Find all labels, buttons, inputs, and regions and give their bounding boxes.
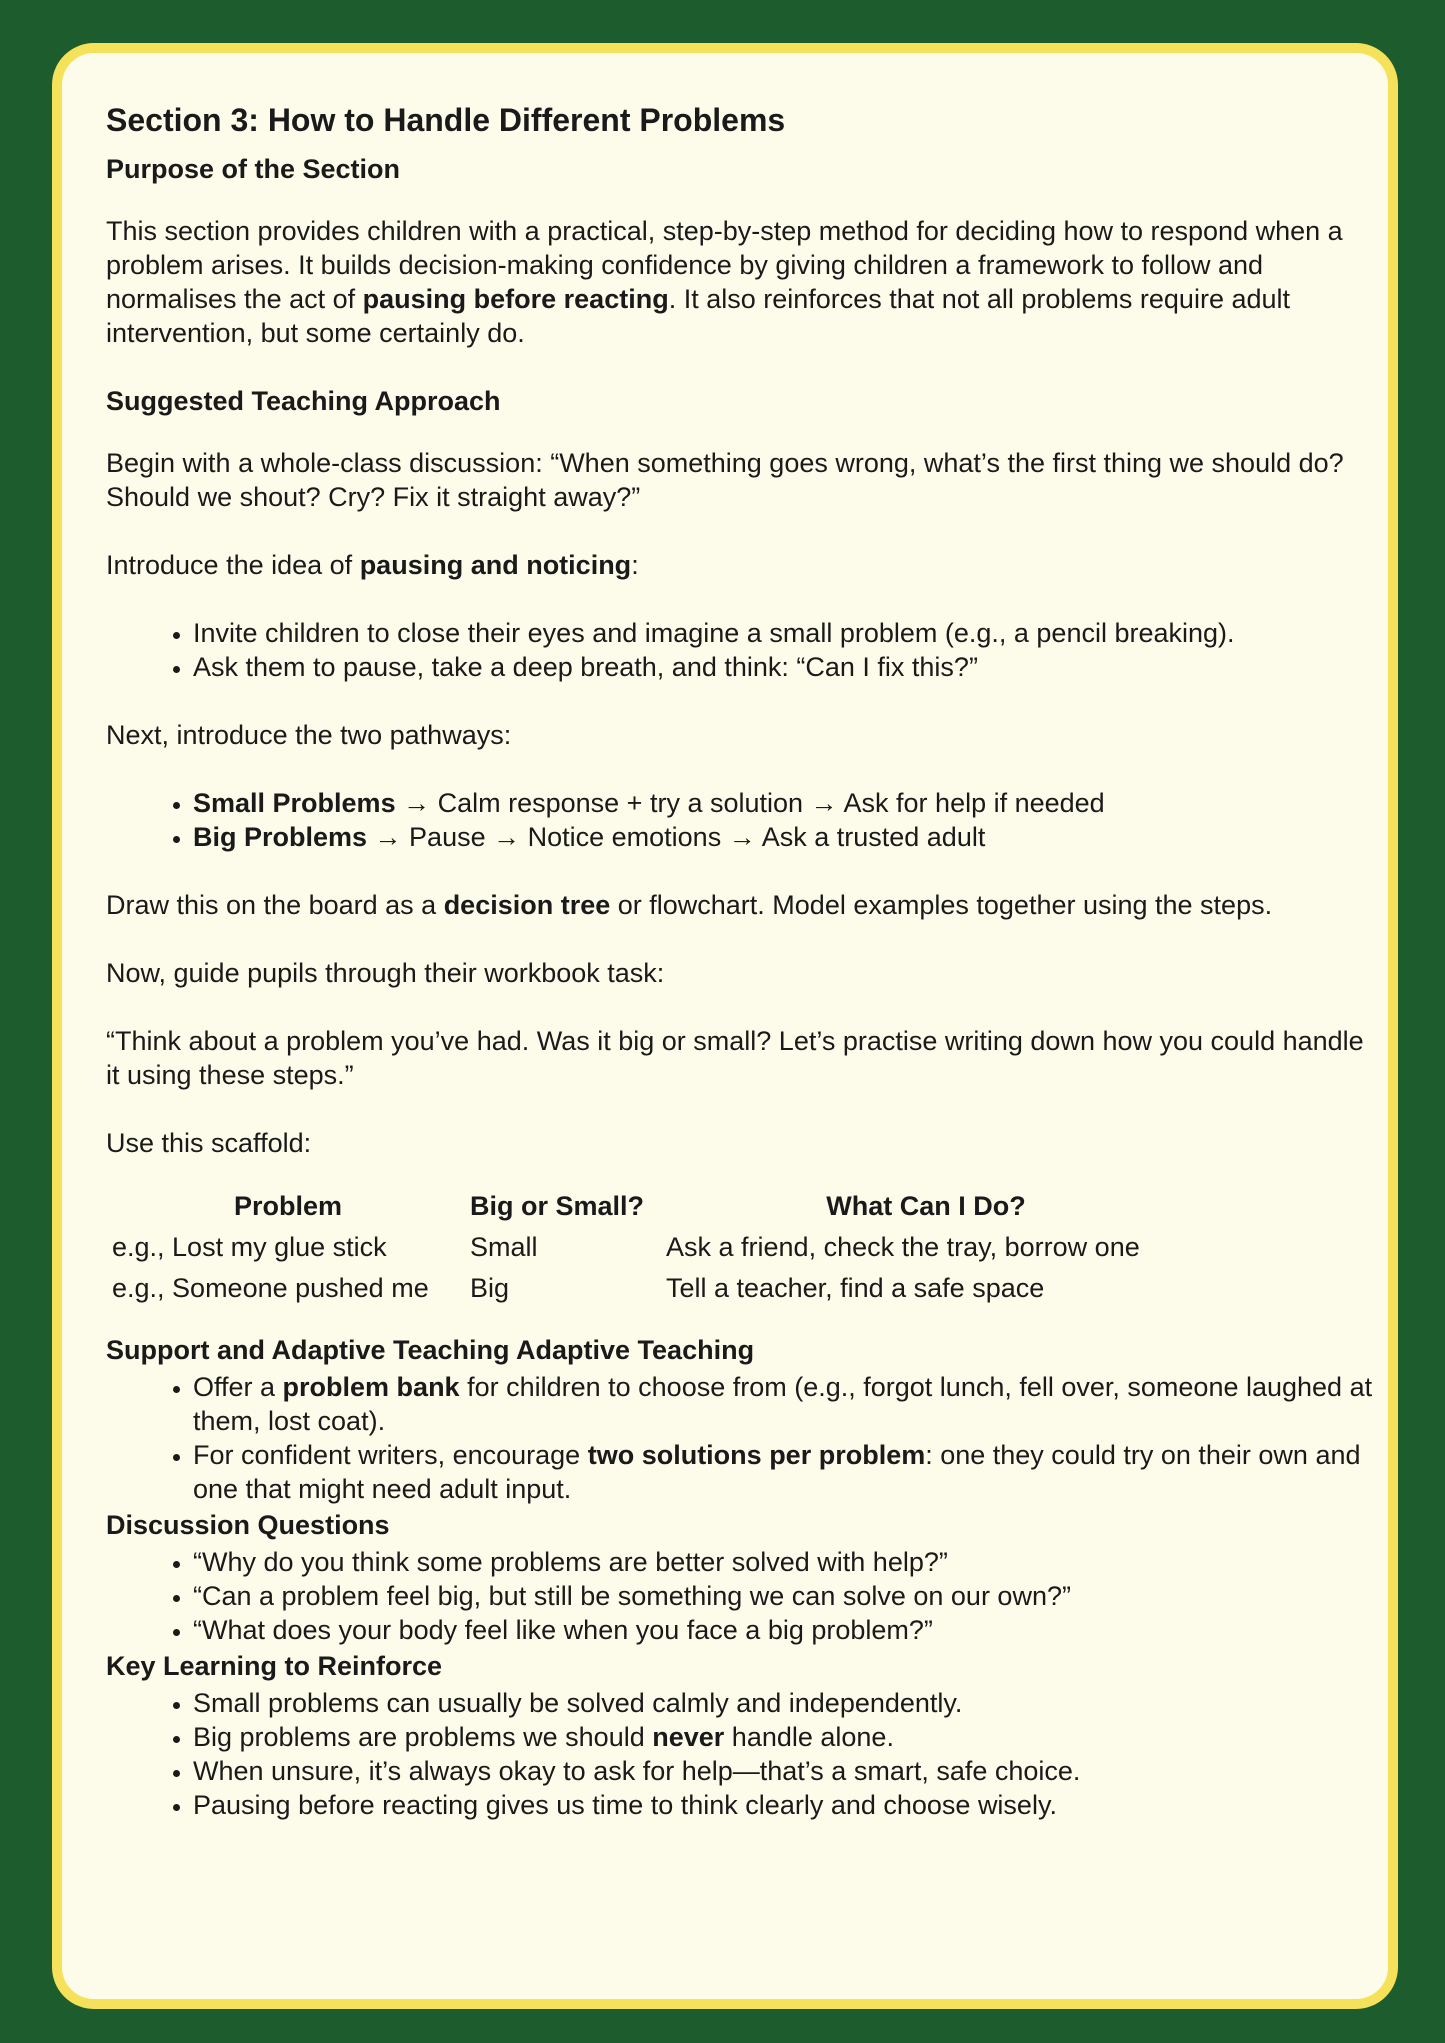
table-cell: Tell a teacher, find a safe space xyxy=(666,1273,1045,1303)
purpose-paragraph: This section provides children with a practical, step-by-step method for deciding how to respond when a problem arises. It builds decision-making confidence by giving children a framework to follow and normalises the act of pausing before reacting. It also reinforces that not all problems require adult intervention, but some certainly do. xyxy=(106,216,1343,348)
support-heading: Support and Adaptive Teaching Adaptive Teaching xyxy=(106,1335,755,1365)
decision-tree-paragraph: Draw this on the board as a decision tree or flowchart. Model examples together using the steps. xyxy=(106,890,1273,920)
list-item: • Ask them to pause, take a deep breath, and think: “Can I fix this?” xyxy=(193,650,1376,684)
table-cell: e.g., Someone pushed me xyxy=(112,1273,429,1303)
list-item: • “Can a problem feel big, but still be something we can solve on our own?” xyxy=(193,1579,1376,1613)
pausing-intro: Introduce the idea of pausing and noticing: xyxy=(106,550,639,580)
scaffold-intro: Use this scaffold: xyxy=(106,1128,312,1158)
list-item: • For confident writers, encourage two solutions per problem: one they could try on their own and one that might need adult input. xyxy=(193,1438,1376,1506)
column-header-action: What Can I Do? xyxy=(826,1191,1026,1221)
list-item: • Offer a problem bank for children to choose from (e.g., forgot lunch, fell over, someone laughed at them, lost coat). xyxy=(193,1370,1376,1438)
list-item: • When unsure, it’s always okay to ask for help—that’s a smart, safe choice. xyxy=(193,1754,1376,1788)
discussion-list xyxy=(106,1545,1376,1647)
discussion-heading: Discussion Questions xyxy=(106,1510,390,1540)
page-title: Section 3: How to Handle Different Problems xyxy=(106,102,786,138)
table-header-row xyxy=(106,1186,1186,1227)
pausing-list xyxy=(106,616,1376,684)
approach-intro: Begin with a whole-class discussion: “When something goes wrong, what’s the first thing we should do? Should we shout? Cry? Fix it straight away?” xyxy=(106,448,1344,512)
table-cell: Big xyxy=(470,1273,510,1303)
list-item: • Big Problems → Pause → Notice emotions → Ask a trusted adult xyxy=(193,820,1376,854)
pathways-intro: Next, introduce the two pathways: xyxy=(106,720,512,750)
scaffold-table xyxy=(106,1186,1186,1309)
key-learning-heading: Key Learning to Reinforce xyxy=(106,1651,443,1681)
column-header-problem: Problem xyxy=(233,1191,343,1221)
table-cell: Small xyxy=(470,1232,538,1262)
list-item: • Invite children to close their eyes and imagine a small problem (e.g., a pencil breaking). xyxy=(193,616,1376,650)
column-header-size: Big or Small? xyxy=(470,1191,645,1221)
table-row xyxy=(106,1227,1186,1268)
list-item: • Small problems can usually be solved calmly and independently. xyxy=(193,1686,1376,1720)
workbook-quote: “Think about a problem you’ve had. Was it big or small? Let’s practise writing down how you could handle it using these steps.” xyxy=(106,1026,1364,1090)
list-item: • Small Problems → Calm response + try a solution → Ask for help if needed xyxy=(193,786,1376,820)
document-content xyxy=(106,100,1376,1822)
list-item: • Pausing before reacting gives us time to think clearly and choose wisely. xyxy=(193,1788,1376,1822)
list-item: • Big problems are problems we should never handle alone. xyxy=(193,1720,1376,1754)
list-item: • “What does your body feel like when you face a big problem?” xyxy=(193,1613,1376,1647)
approach-heading: Suggested Teaching Approach xyxy=(106,386,501,416)
list-item: • “Why do you think some problems are better solved with help?” xyxy=(193,1545,1376,1579)
table-row xyxy=(106,1268,1186,1309)
table-cell: e.g., Lost my glue stick xyxy=(112,1232,387,1262)
table-cell: Ask a friend, check the tray, borrow one xyxy=(666,1232,1140,1262)
key-learning-list xyxy=(106,1686,1376,1822)
purpose-heading: Purpose of the Section xyxy=(106,154,401,184)
guide-paragraph: Now, guide pupils through their workbook task: xyxy=(106,958,665,988)
support-list xyxy=(106,1370,1376,1506)
pathways-list xyxy=(106,786,1376,854)
